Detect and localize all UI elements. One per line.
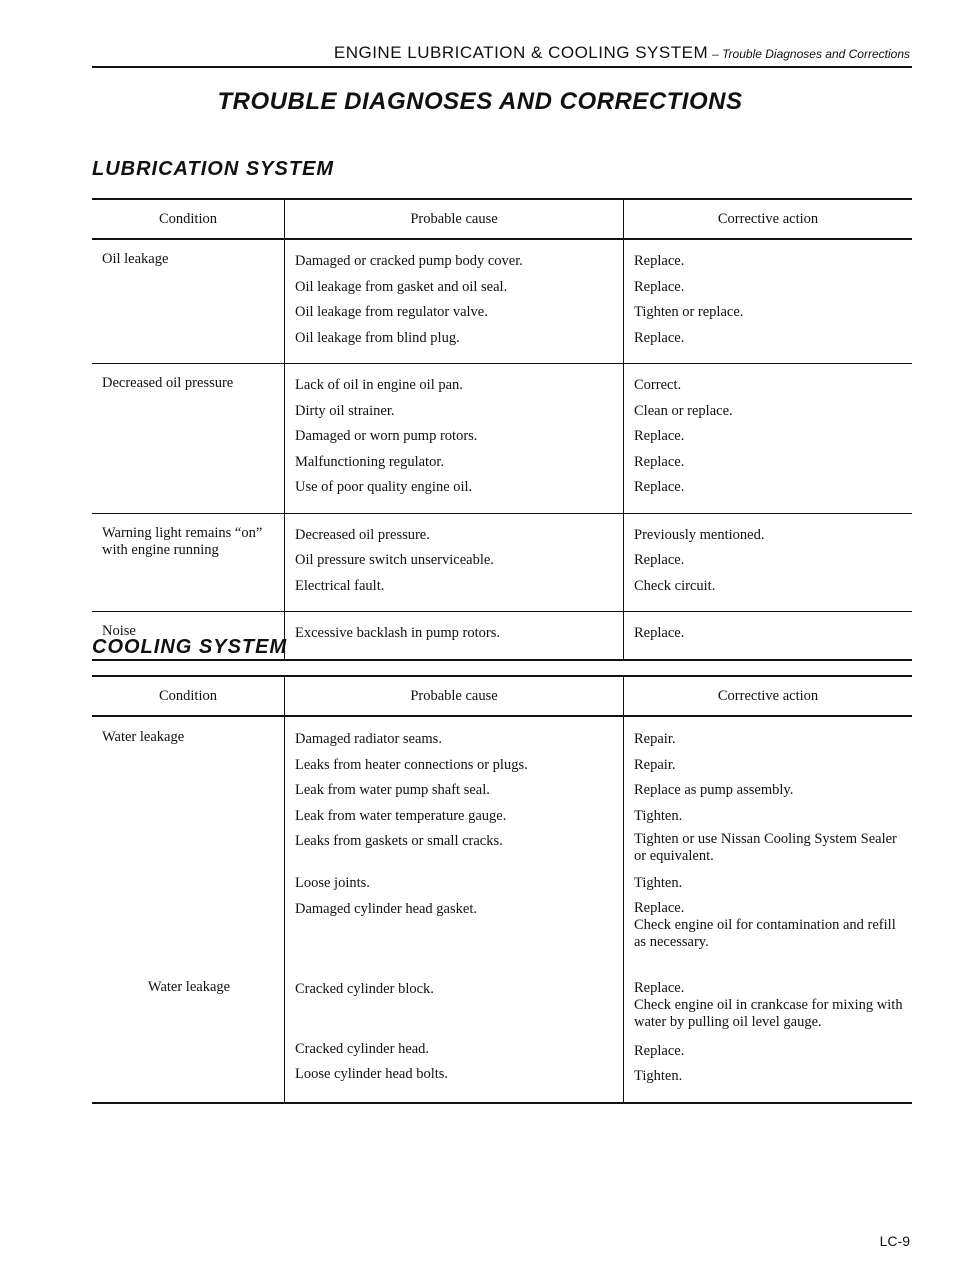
action-line: Replace. xyxy=(634,479,685,495)
cooling-heading: COOLING SYSTEM xyxy=(92,636,288,658)
running-head xyxy=(92,43,912,68)
lubrication-heading: LUBRICATION SYSTEM xyxy=(92,158,335,180)
column-header-condition: Condition xyxy=(92,676,285,716)
cause-line: Damaged cylinder head gasket. xyxy=(295,900,477,917)
lubrication-table xyxy=(92,198,912,661)
action-line: Replace. xyxy=(634,253,685,269)
cause-line: Cracked cylinder block. xyxy=(295,980,434,997)
cause-line: Leak from water pump shaft seal. xyxy=(295,782,490,798)
action-line: Replace. xyxy=(634,428,685,444)
cause-line: Damaged radiator seams. xyxy=(295,731,442,747)
action-line: Tighten. xyxy=(634,807,683,824)
cause-line: Leak from water temperature gauge. xyxy=(295,807,507,824)
action-line: Check engine oil in crankcase for mixing with water by pulling oil level gauge. xyxy=(634,996,903,1030)
cause-line: Cracked cylinder head. xyxy=(295,1040,430,1057)
cause-line: Malfunctioning regulator. xyxy=(295,453,444,470)
running-head-sub: – Trouble Diagnoses and Corrections xyxy=(712,47,910,61)
action-line: Replace. xyxy=(634,899,685,916)
table-row-warning-light xyxy=(92,513,912,612)
running-head-main: ENGINE LUBRICATION & COOLING SYSTEM xyxy=(333,43,709,62)
cause-line: Leaks from gaskets or small cracks. xyxy=(295,833,503,849)
cause-line: Lack of oil in engine oil pan. xyxy=(295,377,463,393)
cause-line: Excessive backlash in pump rotors. xyxy=(295,625,500,641)
cause-line: Damaged or cracked pump body cover. xyxy=(295,253,523,269)
condition-cell: Noise xyxy=(102,623,136,639)
action-line: Tighten or use Nissan Cooling System Sealer or equivalent. xyxy=(634,831,897,864)
table-header-row xyxy=(92,199,912,239)
action-line: Replace. xyxy=(634,625,685,641)
column-header-condition: Condition xyxy=(92,199,285,239)
action-line: Repair. xyxy=(634,731,676,747)
table-row-water-leakage xyxy=(92,716,912,957)
action-line: Repair. xyxy=(634,756,676,773)
cause-line: Use of poor quality engine oil. xyxy=(295,479,473,495)
column-header-corrective-action: Corrective action xyxy=(624,199,913,239)
column-header-probable-cause: Probable cause xyxy=(285,676,624,716)
action-line: Check engine oil for contamination and refill as necessary. xyxy=(634,916,896,950)
condition-cell: Water leakage xyxy=(102,729,185,745)
cause-line: Dirty oil strainer. xyxy=(295,402,395,419)
table-row-water-leakage-2 xyxy=(92,957,912,1103)
cause-line: Leaks from heater connections or plugs. xyxy=(295,756,528,773)
cause-line: Oil leakage from regulator valve. xyxy=(295,304,488,320)
cause-line: Damaged or worn pump rotors. xyxy=(295,428,478,444)
cause-line: Electrical fault. xyxy=(295,577,385,594)
action-line: Replace. xyxy=(634,979,685,996)
action-line: Replace. xyxy=(634,329,685,346)
action-line: Check circuit. xyxy=(634,577,716,594)
column-header-probable-cause: Probable cause xyxy=(285,199,624,239)
cause-line: Oil pressure switch unserviceable. xyxy=(295,552,494,568)
cause-line: Oil leakage from gasket and oil seal. xyxy=(295,278,508,295)
action-line: Correct. xyxy=(634,377,682,393)
page-title: TROUBLE DIAGNOSES AND CORRECTIONS xyxy=(217,88,743,115)
table-row-oil-leakage xyxy=(92,239,912,364)
cooling-table xyxy=(92,675,912,1104)
cause-line: Oil leakage from blind plug. xyxy=(295,329,460,346)
cause-line: Loose cylinder head bolts. xyxy=(295,1066,449,1082)
action-line: Replace. xyxy=(634,1042,685,1059)
cause-line: Decreased oil pressure. xyxy=(295,526,430,543)
action-line: Tighten. xyxy=(634,875,683,891)
action-line: Previously mentioned. xyxy=(634,526,765,543)
action-line: Replace. xyxy=(634,552,685,568)
page-number: LC-9 xyxy=(879,1233,910,1249)
condition-cell: Water leakage xyxy=(147,978,231,995)
column-header-corrective-action: Corrective action xyxy=(624,676,913,716)
action-line: Replace. xyxy=(634,453,685,470)
cause-line: Loose joints. xyxy=(295,875,370,891)
condition-cell: Decreased oil pressure xyxy=(102,375,234,391)
condition-cell: Oil leakage xyxy=(102,251,169,267)
action-line: Replace. xyxy=(634,278,685,295)
action-line: Tighten or replace. xyxy=(634,304,744,320)
table-header-row xyxy=(92,676,912,716)
condition-cell: Warning light remains “on” with engine running xyxy=(102,524,263,558)
action-line: Tighten. xyxy=(634,1068,683,1084)
table-row-decreased-oil-pressure xyxy=(92,364,912,514)
action-line: Clean or replace. xyxy=(634,402,733,419)
action-line: Replace as pump assembly. xyxy=(634,782,794,798)
